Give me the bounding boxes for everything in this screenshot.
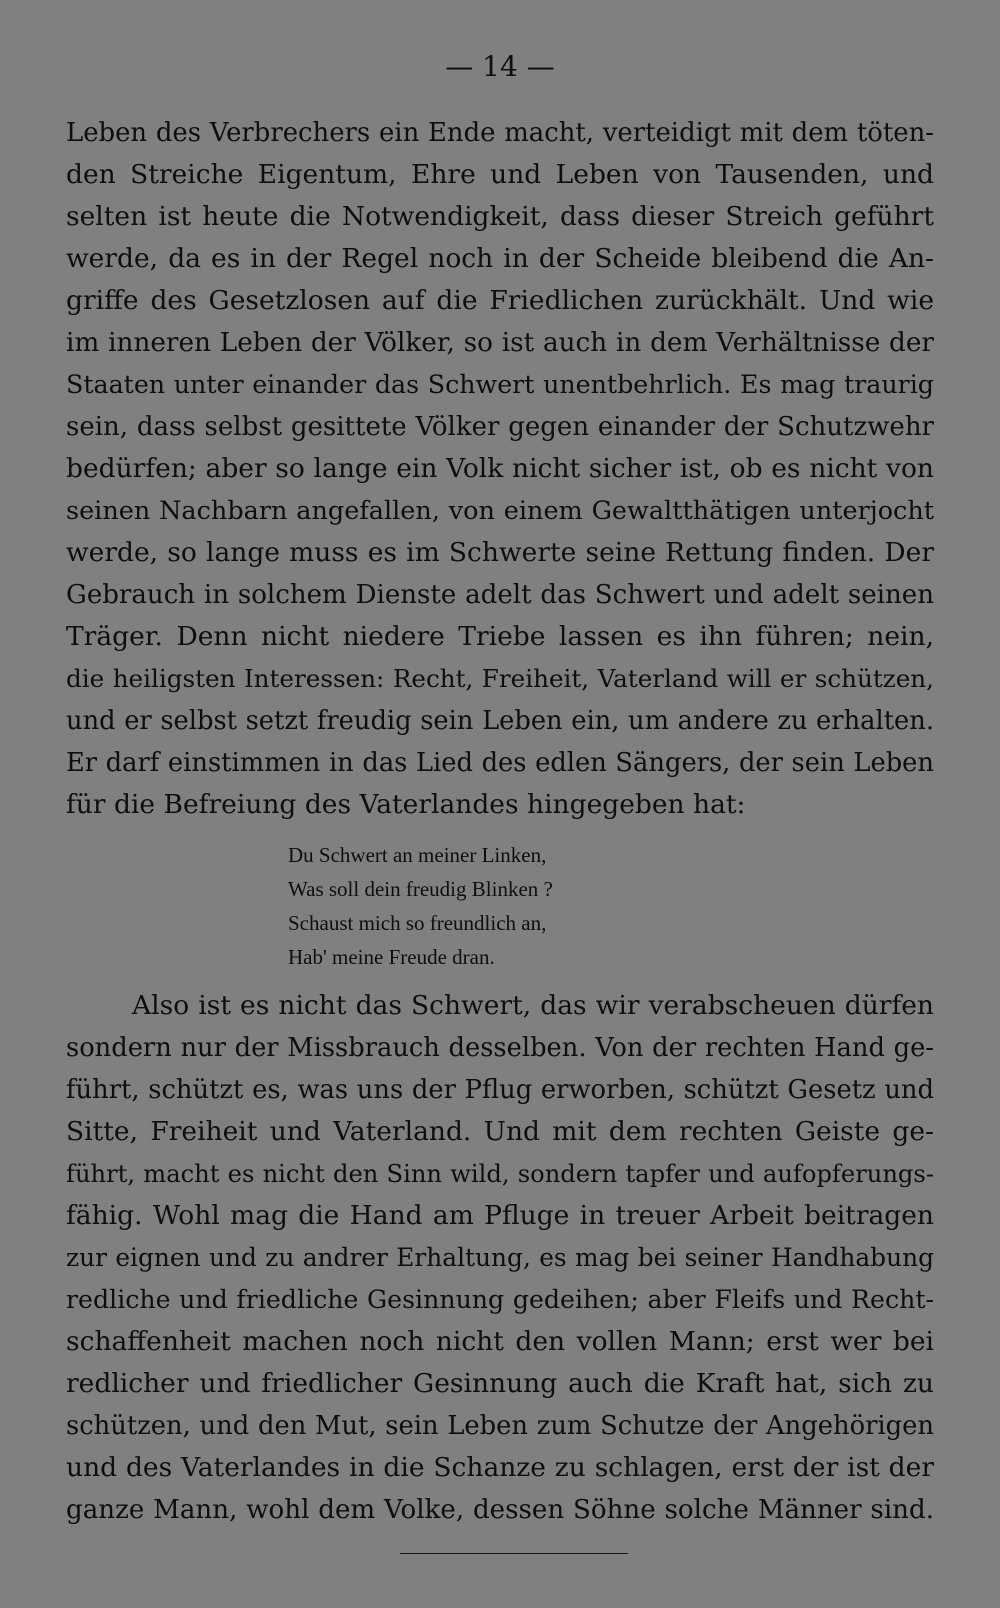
text-line: für die Befreiung des Vaterlandes hingegeben hat: <box>66 789 746 820</box>
text-line: den Streiche Eigentum, Ehre und Leben von Tausenden, und <box>66 159 934 190</box>
text-line: Träger. Denn nicht niedere Triebe lassen es ihn führen; nein, <box>66 621 934 652</box>
text-line: Leben des Verbrechers ein Ende macht, verteidigt mit dem töten- <box>66 118 934 148</box>
text-line: Sitte, Freiheit und Vaterland. Und mit dem rechten Geiste ge- <box>66 1116 934 1147</box>
text-line: schaffenheit machen noch nicht den vollen Mann; erst wer bei <box>66 1326 934 1357</box>
text-line: seinen Nachbarn angefallen, von einem Gewaltthätigen unterjocht <box>66 496 934 526</box>
page-number: — 14 — <box>445 50 555 83</box>
text-line: selten ist heute die Notwendigkeit, dass dieser Streich geführt <box>66 201 934 232</box>
text-line: sein, dass selbst gesittete Völker gegen einander der Schutzwehr <box>66 412 934 442</box>
text-line: Er darf einstimmen in das Lied des edlen Sängers, der sein Leben <box>66 748 934 778</box>
text-line: führt, schützt es, was uns der Pflug erworben, schützt Gesetz und <box>66 1075 934 1105</box>
text-line: die heiligsten Interessen: Recht, Freiheit, Vaterland will er schützen, <box>66 664 934 693</box>
text-line: führt, macht es nicht den Sinn wild, sondern tapfer und aufopferungs- <box>66 1160 934 1188</box>
text-line: Staaten unter einander das Schwert unentbehrlich. Es mag traurig <box>66 370 934 399</box>
footer-rule <box>400 1553 628 1554</box>
text-line: zur eignen und zu andrer Erhaltung, es mag bei seiner Handhabung <box>66 1243 934 1272</box>
text-line: fähig. Wohl mag die Hand am Pfluge in treuer Arbeit beitragen <box>66 1200 934 1231</box>
text-line: und er selbst setzt freudig sein Leben ein, um andere zu erhalten. <box>66 706 934 736</box>
poem-line: Was soll dein freudig Blinken ? <box>288 877 553 901</box>
text-line: werde, so lange muss es im Schwerte seine Rettung finden. Der <box>66 537 934 568</box>
poem-quote <box>288 838 688 974</box>
text-line: werde, da es in der Regel noch in der Scheide bleibend die An- <box>66 243 934 274</box>
text-line: redliche und friedliche Gesinnung gedeihen; aber Fleifs und Recht- <box>66 1285 934 1314</box>
text-line: griffe des Gesetzlosen auf die Friedlichen zurückhält. Und wie <box>66 285 934 316</box>
text-line: ganze Mann, wohl dem Volke, dessen Söhne solche Männer sind. <box>66 1495 934 1525</box>
text-line: sondern nur der Missbrauch desselben. Von der rechten Hand ge- <box>66 1033 934 1063</box>
text-line: schützen, und den Mut, sein Leben zum Schutze der Angehörigen <box>66 1411 934 1441</box>
poem-line: Schaust mich so freundlich an, <box>288 911 547 935</box>
text-line: bedürfen; aber so lange ein Volk nicht sicher ist, ob es nicht von <box>66 453 934 484</box>
paragraph-1 <box>66 112 934 826</box>
text-line: redlicher und friedlicher Gesinnung auch die Kraft hat, sich zu <box>66 1368 934 1399</box>
text-line: Gebrauch in solchem Dienste adelt das Schwert und adelt seinen <box>66 580 934 610</box>
text-line: und des Vaterlandes in die Schanze zu schlagen, erst der ist der <box>66 1452 934 1483</box>
text-line: Also ist es nicht das Schwert, das wir verabscheuen dürfen <box>132 990 934 1021</box>
text-line: im inneren Leben der Völker, so ist auch in dem Verhältnisse der <box>66 328 934 358</box>
poem-line: Du Schwert an meiner Linken, <box>288 843 547 867</box>
poem-line: Hab' meine Freude dran. <box>288 945 495 969</box>
paragraph-2 <box>66 985 934 1531</box>
